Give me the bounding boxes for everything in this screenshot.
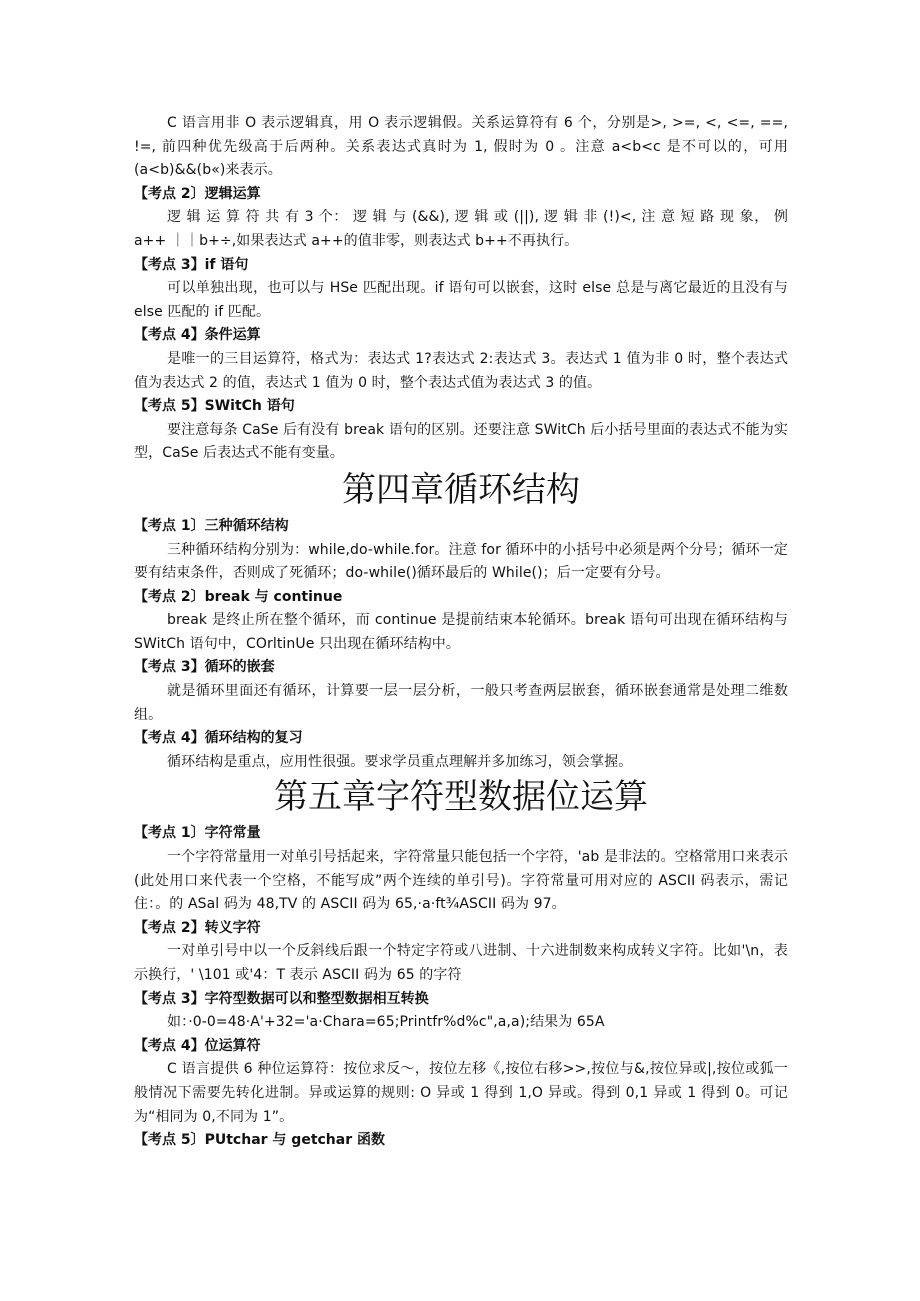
kaodian-paragraph: 是唯一的三目运算符，格式为：表达式 1?表达式 2:表达式 3。表达式 1 值为非 0 时，整个表达式值为表达式 2 的值，表达式 1 值为 0 时，整个表达式值为表达式 3 的值。 [134, 350, 788, 391]
relational-operators-paragraph: C 语言用非 O 表示逻辑真，用 O 表示逻辑假。关系运算符有 6 个，分别是>, >=, <, <=, ==, !=, 前四种优先级高于后两种。关系表达式真时为 1, 假时为 0 。注意 a<b<c 是不可以的，可用(a<b)&&(b«)来表示。 [134, 115, 788, 179]
kaodian-heading: 【考点 2〕逻辑运算 [134, 185, 261, 202]
kaodian-paragraph: 要注意每条 CaSe 后有没有 break 语句的区别。还要注意 SWitCh 后小括号里面的表达式不能为实型，CaSe 后表达式不能有变量。 [134, 421, 788, 462]
document-page [134, 112, 788, 1153]
kaodian-paragraph: 三种循环结构分别为：while,do-while.for。注意 for 循环中的小括号中必须是两个分号；循环一定要有结束条件，否则成了死循环；do-while()循环最后的 While()；后一定要有分号。 [134, 541, 788, 582]
kaodian-heading: 【考点 3】字符型数据可以和整型数据相互转换 [134, 990, 429, 1007]
kaodian-heading: 【考点 5〕PUtchar 与 getchar 函数 [134, 1132, 386, 1149]
chapter-title: 第五章字符型数据位运算 [274, 777, 648, 818]
kaodian-heading: 【考点 2〕break 与 continue [134, 588, 343, 605]
kaodian-heading: 【考点 1〕三种循环结构 [134, 517, 289, 534]
kaodian-paragraph: break 是终止所在整个循环，而 continue 是提前结束本轮循环。break 语句可出现在循环结构与 SWitCh 语句中，COrltinUe 只出现在循环结构中。 [134, 612, 788, 652]
kaodian-paragraph: 逻 辑 运 算 符 共 有 3 个： 逻 辑 与 (&&), 逻 辑 或 (||), 逻 辑 非 (!)<, 注 意 短 路 现 象， 例 a++ ｜｜b+÷,如果表达式 a++的值非零，则表达式 b++不再执行。 [134, 209, 788, 249]
kaodian-heading: 【考点 4】条件运算 [134, 327, 261, 344]
kaodian-paragraph: 可以单独出现，也可以与 HSe 匹配出现。if 语句可以嵌套，这时 else 总是与离它最近的且没有与 else 匹配的 if 匹配。 [134, 280, 788, 320]
kaodian-heading: 【考点 4】循环结构的复习 [134, 730, 303, 747]
chapter-title: 第四章循环结构 [342, 469, 580, 510]
kaodian-paragraph: C 语言提供 6 种位运算符：按位求反～，按位左移《,按位右移>>,按位与&,按位异或|,按位或狐一般情况下需要先转化进制。异或运算的规则: O 异或 1 得到 1,O 异或。得到 0,1 异或 1 得到 0。可记为“相同为 0,不同为 1”。 [134, 1061, 788, 1125]
kaodian-paragraph: 一个字符常量用一对单引号括起来，字符常量只能包括一个字符，'ab 是非法的。空格常用口来表示(此处用口来代表一个空格，不能写成”两个连续的单引号)。字符常量可用对应的 ASCII 码表示，需记住：。的 ASal 码为 48,TV 的 ASCII 码为 65,·a·ft¾ASCII 码为 97。 [134, 849, 788, 913]
kaodian-heading: 【考点 4】位运算符 [134, 1037, 261, 1054]
kaodian-paragraph: 一对单引号中以一个反斜线后跟一个特定字符或八进制、十六进制数来构成转义字符。比如'\n，表示换行，' \101 或'4：T 表示 ASCII 码为 65 的字符 [134, 943, 788, 983]
kaodian-paragraph: 循环结构是重点，应用性很强。要求学员重点理解并多加练习，领会掌握。 [167, 753, 633, 770]
kaodian-paragraph: 就是循环里面还有循环，计算要一层一层分析，一般只考查两层嵌套，循环嵌套通常是处理二维数组。 [134, 683, 788, 723]
kaodian-heading: 【考点 1〕字符常量 [134, 825, 261, 842]
kaodian-heading: 【考点 5】SWitCh 语句 [134, 398, 295, 415]
kaodian-heading: 【考点 3】循环的嵌套 [134, 659, 275, 676]
kaodian-heading: 【考点 2】转义字符 [134, 919, 261, 936]
kaodian-heading: 【考点 3】if 语句 [134, 256, 249, 273]
kaodian-paragraph: 如：·0-0=48·A'+32='a·Chara=65;Printfr%d%c",a,a);结果为 65A [167, 1014, 605, 1031]
